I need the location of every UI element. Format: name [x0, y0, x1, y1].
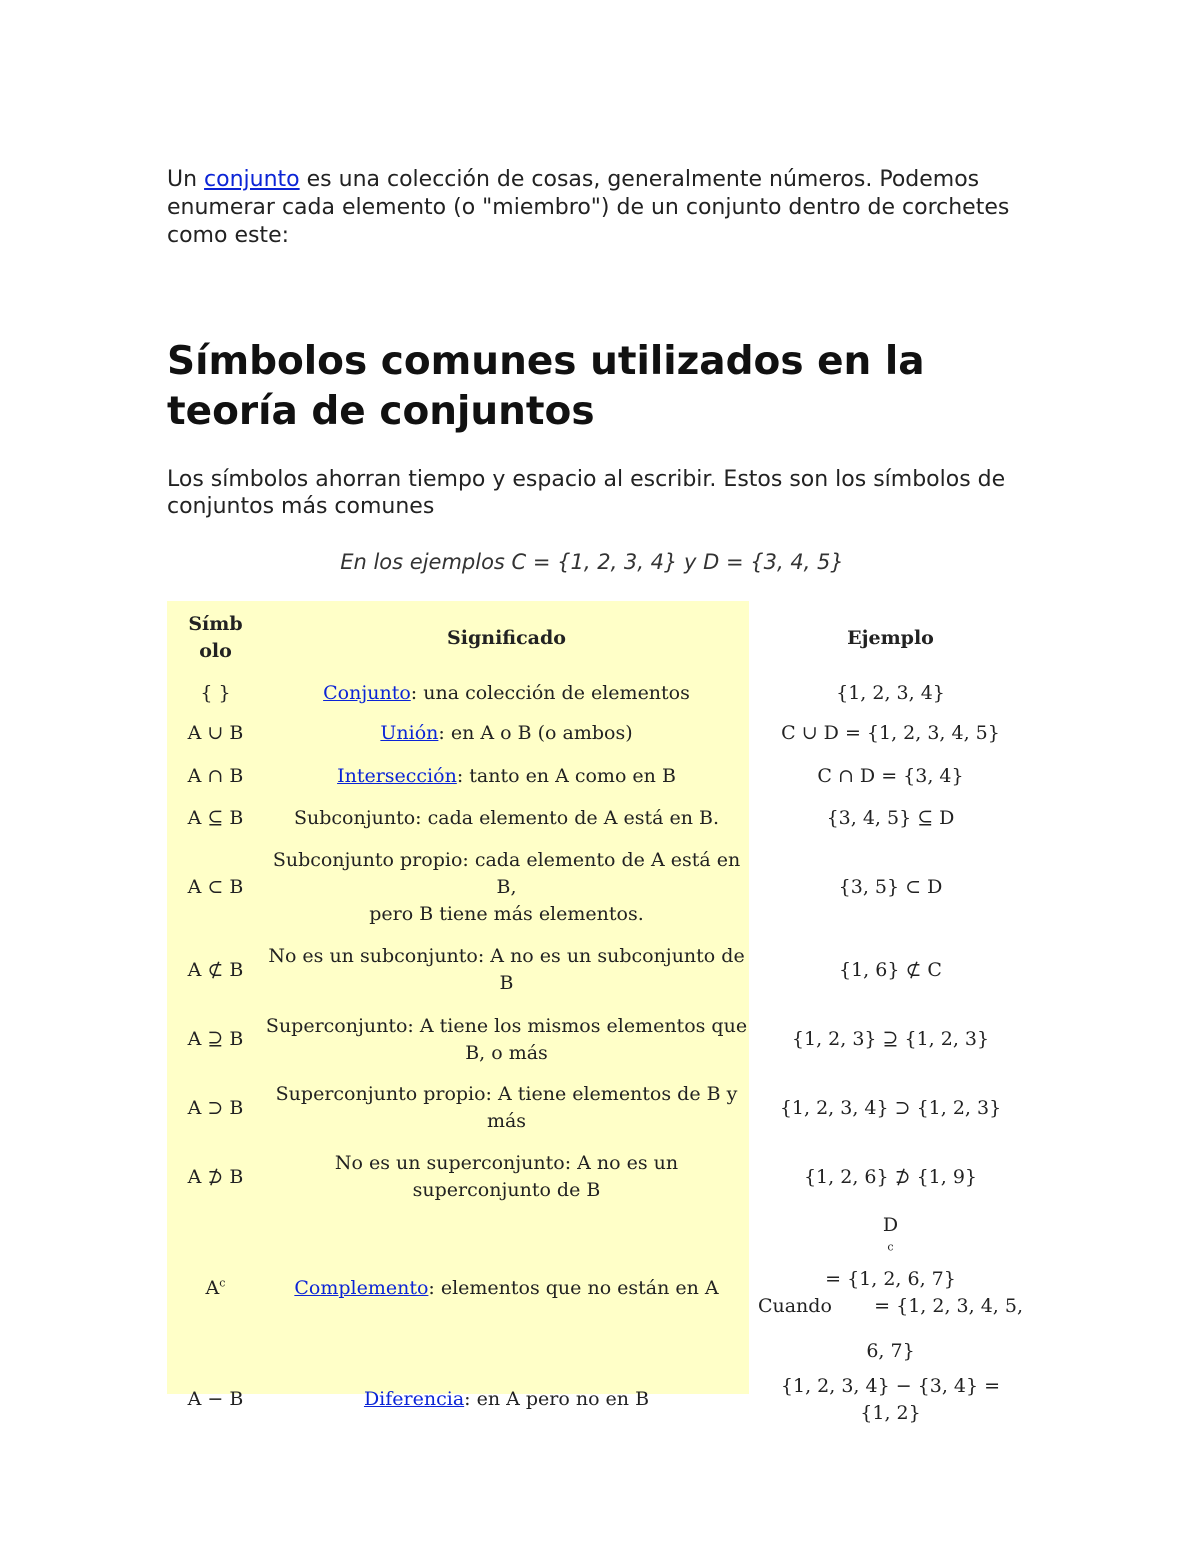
symbol-cell: A ⊄ B: [187, 958, 244, 981]
table-header-row: [167, 601, 1032, 675]
symbol-cell: $A^c$: [205, 1276, 226, 1299]
symbol-cell: { }: [200, 682, 231, 704]
meaning-cell: Intersección: tanto en A como en B: [337, 764, 676, 787]
union-link[interactable]: Unión: [380, 722, 439, 744]
table-row: [167, 797, 1032, 839]
meaning-cell: No es un subconjunto: A no es un subconjunto de B: [268, 945, 745, 994]
meaning-cell: Subconjunto propio: cada elemento de A está en B, pero B tiene más elementos.: [272, 848, 741, 925]
table-row: [167, 675, 1032, 712]
interseccion-link[interactable]: Intersección: [337, 764, 457, 787]
meaning-cell: Superconjunto: A tiene los mismos elementos que B, o más: [265, 1014, 748, 1064]
examples-line: En los ejemplos C = {1, 2, 3, 4} y D = {3, 4, 5}: [340, 550, 844, 574]
header-meaning: Significado: [447, 626, 566, 649]
symbol-cell: A ⊅ B: [187, 1165, 244, 1188]
table-row: [167, 1005, 1032, 1074]
meaning-cell: Conjunto: una colección de elementos: [323, 682, 690, 704]
example-cell: D $^c$ = {1, 2, 6, 7} Cuando = {1, 2, 3, 4, 5, 6, 7}: [757, 1214, 1024, 1362]
table-row: [167, 1142, 1032, 1212]
table-row: [167, 1074, 1032, 1142]
table-row: [167, 935, 1032, 1005]
symbol-cell: A ⊇ B: [187, 1028, 244, 1050]
table-row: [167, 755, 1032, 797]
conjunto-link[interactable]: conjunto: [204, 167, 300, 192]
table-row: [167, 1365, 1032, 1434]
example-cell: {1, 2, 3} ⊇ {1, 2, 3}: [791, 1028, 990, 1050]
table-row: [167, 712, 1032, 755]
header-example: Ejemplo: [847, 626, 934, 649]
symbol-cell: A ⊃ B: [187, 1096, 244, 1119]
meaning-cell: No es un superconjunto: A no es un superconjunto de B: [334, 1152, 679, 1201]
example-cell: {3, 4, 5} ⊆ D: [826, 806, 955, 829]
set-symbols-table: [167, 601, 1032, 1434]
example-cell: C ∪ D = {1, 2, 3, 4, 5}: [781, 722, 1000, 744]
example-cell: {1, 2, 6} ⊅ {1, 9}: [803, 1165, 978, 1188]
meaning-cell: Unión: en A o B (o ambos): [380, 722, 633, 744]
meaning-cell: Superconjunto propio: A tiene elementos de B y más: [275, 1083, 738, 1132]
intro-prefix: Un: [167, 167, 205, 192]
header-symbol: Símbolo: [188, 613, 243, 662]
conjunto-term-link[interactable]: Conjunto: [323, 682, 411, 704]
symbol-cell: A − B: [187, 1388, 244, 1410]
table-row: [167, 1212, 1032, 1365]
example-cell: C ∩ D = {3, 4}: [817, 764, 964, 787]
example-cell: {1, 6} ⊄ C: [839, 958, 942, 981]
example-cell: {3, 5} ⊂ D: [838, 875, 943, 898]
meaning-cell: Subconjunto: cada elemento de A está en B.: [293, 806, 719, 829]
symbol-cell: A ∪ B: [187, 722, 244, 744]
diferencia-link[interactable]: Diferencia: [363, 1388, 465, 1410]
symbol-cell: A ⊆ B: [187, 806, 244, 829]
symbol-cell: A ∩ B: [187, 764, 244, 787]
lead-paragraph: Los símbolos ahorran tiempo y espacio al escribir. Estos son los símbolos de conjuntos más comunes: [167, 467, 1006, 519]
meaning-cell: Diferencia: en A pero no en B: [363, 1388, 650, 1410]
example-cell: {1, 2, 3, 4}: [836, 682, 945, 704]
meaning-cell: Complemento: elementos que no están en A: [294, 1277, 719, 1299]
complemento-link[interactable]: Complemento: [294, 1277, 429, 1299]
example-cell: {1, 2, 3, 4} ⊃ {1, 2, 3}: [779, 1096, 1002, 1119]
symbol-cell: A ⊂ B: [187, 875, 244, 898]
intro-paragraph: [167, 166, 1047, 250]
page-title: Símbolos comunes utilizados en la teoría de conjuntos: [167, 339, 925, 434]
intro-text: es una colección de cosas, generalmente números. Podemos enumerar cada elemento (o "miembro") de un conjunto dentro de corchetes como este:: [167, 167, 1010, 248]
example-cell: {1, 2, 3, 4} − {3, 4} = {1, 2}: [780, 1374, 1001, 1424]
table-row: [167, 839, 1032, 935]
